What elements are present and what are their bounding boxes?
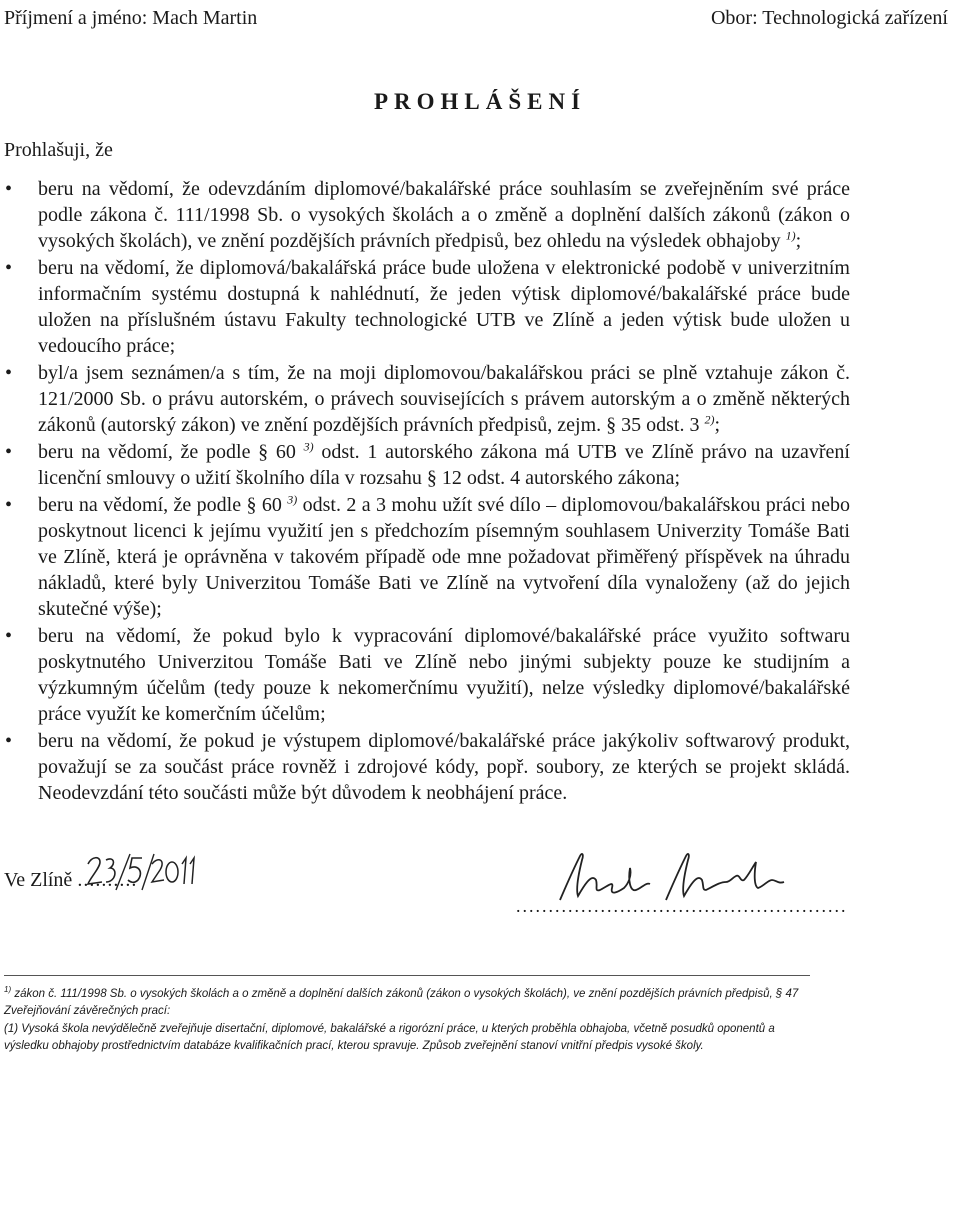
declaration-item-7: • beru na vědomí, že pokud je výstupem diplomové/bakalářské práce jakýkoliv softwarový produkt, považují se za součást práce rovněž i zdrojové kódy, popř. soubory, ze kterých se projekt skládá. Neodevzdání této součásti může být důvodem k neobhájení práce. [38, 728, 850, 806]
footnote-ref: 1) [785, 228, 796, 243]
declaration-list [0, 176, 850, 807]
declaration-item-4: • beru na vědomí, že podle § 60 $^{3)}$ odst. 1 autorského zákona má UTB ve Zlíně právo na uzavření licenční smlouvy o užití školního díla v rozsahu § 12 odst. 4 autorského zákona; [38, 439, 850, 491]
footnote-1: $^{1)}$ zákon č. 111/1998 Sb. o vysokých školách a o změně a doplnění dalších zákonů (zákon o vysokých školách), ve znění pozdějších právních předpisů, § 47 Zveřejňování závěrečných prací: [4, 985, 799, 1017]
footnote-ref: 2) [704, 412, 715, 427]
study-field: Obor: Technologická zařízení [710, 7, 948, 29]
handwritten-date [86, 850, 196, 892]
declaration-item-2: • beru na vědomí, že diplomová/bakalářská práce bude uložena v elektronické podobě v univerzitním informačním systému dostupná k nahlédnutí, že jeden výtisk diplomové/bakalářské práce bude uložen na příslušném ústavu Fakulty technologické UTB ve Zlíně a jeden výtisk bude uložen u vedoucího práce; [38, 255, 850, 359]
footnotes [4, 986, 814, 1056]
declaration-item-1: • beru na vědomí, že odevzdáním diplomové/bakalářské práce souhlasím se zveřejněním své práce podle zákona č. 111/1998 Sb. o vysokých školách a o změně a doplnění dalších zákonů (zákon o vysokých školách), ve znění pozdějších právních předpisů, bez ohledu na výsledek obhajoby $^{1)}$; [38, 176, 850, 254]
place-label: Ve Zlíně [4, 869, 73, 891]
date-dots: .......... [77, 869, 138, 891]
declaration-item-3: • byl/a jsem seznámen/a s tím, že na moji diplomovou/bakalářskou práci se plně vztahuje zákon č. 121/2000 Sb. o právu autorském, o právech souvisejících s právem autorským a o změně některých zákonů (autorský zákon) ve znění pozdějších právních předpisů, zejm. § 35 odst. 3 $^{2)}$; [38, 360, 850, 438]
footnote-separator [4, 975, 810, 976]
document-title: PROHLÁŠENÍ [373, 89, 587, 114]
footnote-ref: 3) [287, 492, 298, 507]
intro-text: Prohlašuji, že [4, 139, 113, 161]
declaration-item-6: • beru na vědomí, že pokud bylo k vypracování diplomové/bakalářské práce využito softwaru poskytnutého Univerzitou Tomáše Bati ve Zlíně nebo jinými subjekty pouze ke studijním a výzkumným účelům (tedy pouze k nekomerčnímu využití), nelze výsledky diplomové/bakalářské práce využít ke komerčním účelům; [38, 623, 850, 727]
footnote-1-paragraph: (1) Vysoká škola nevýdělečně zveřejňuje disertační, diplomové, bakalářské a rigorózní práce, u kterých proběhla obhajoba, včetně posudků oponentů a výsledku obhajoby prostřednictvím databáze kvalifikačních prací, kterou spravuje. Způsob zveřejnění stanoví vnitřní předpis vysoké školy. [4, 1023, 775, 1052]
declaration-item-5: • beru na vědomí, že podle § 60 $^{3)}$ odst. 2 a 3 mohu užít své dílo – diplomovou/bakalářskou práci nebo poskytnout licenci k jejímu využití jen s předchozím písemným souhlasem Univerzity Tomáše Bati ve Zlíně, která je oprávněna v takovém případě ode mne požadovat přiměřený příspěvek na úhradu nákladů, které byly Univerzitou Tomáše Bati ve Zlíně na vytvoření díla vynaloženy (až do jejich skutečné výše); [38, 492, 850, 622]
student-name: Příjmení a jméno: Mach Martin [4, 7, 258, 29]
signature-dots: ................................................... [516, 896, 848, 916]
footnote-ref: 3) [303, 439, 314, 454]
